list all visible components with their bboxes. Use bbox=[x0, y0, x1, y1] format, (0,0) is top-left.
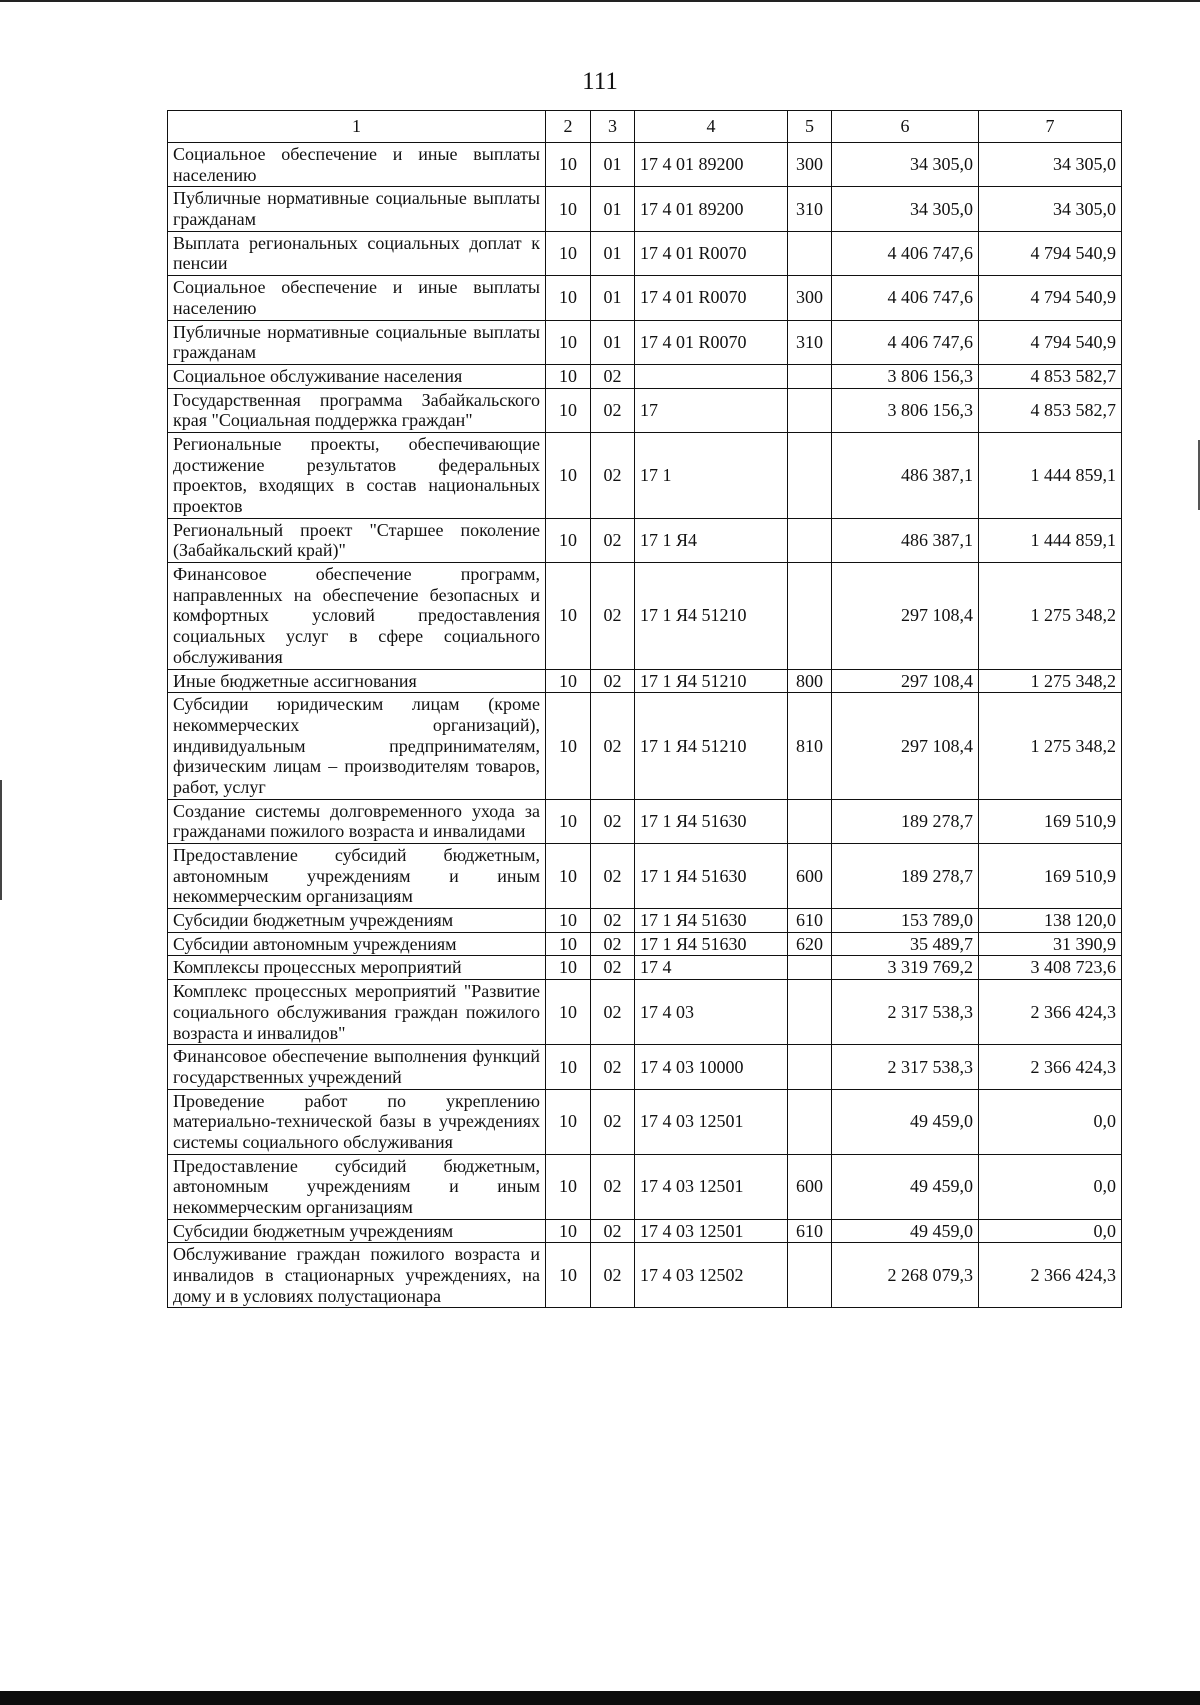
column-header: 2 bbox=[546, 111, 591, 143]
target-code-cell bbox=[635, 364, 788, 388]
table-row bbox=[168, 1219, 1122, 1243]
expense-type-cell bbox=[788, 231, 832, 275]
table-row bbox=[168, 187, 1122, 231]
column-header: 6 bbox=[832, 111, 979, 143]
row-name-cell: Публичные нормативные социальные выплаты гражданам bbox=[168, 187, 546, 231]
row-name-cell: Проведение работ по укреплению материально-технической базы в учреждениях системы социального обслуживания bbox=[168, 1089, 546, 1154]
amount-year2-cell: 4 853 582,7 bbox=[979, 388, 1122, 432]
amount-year1-cell: 49 459,0 bbox=[832, 1154, 979, 1219]
amount-year1-cell: 297 108,4 bbox=[832, 563, 979, 669]
row-name-cell: Социальное обслуживание населения bbox=[168, 364, 546, 388]
target-code-cell: 17 4 01 R0070 bbox=[635, 320, 788, 364]
amount-year1-cell: 297 108,4 bbox=[832, 669, 979, 693]
row-name-cell: Финансовое обеспечение программ, направленных на обеспечение безопасных и комфортных условий предоставления социальных услуг в сфере социального обслуживания bbox=[168, 563, 546, 669]
subsection-cell: 02 bbox=[591, 909, 635, 933]
row-name-cell: Субсидии бюджетным учреждениям bbox=[168, 909, 546, 933]
section-cell: 10 bbox=[546, 980, 591, 1045]
table-row bbox=[168, 669, 1122, 693]
target-code-cell: 17 1 Я4 51630 bbox=[635, 909, 788, 933]
column-header: 7 bbox=[979, 111, 1122, 143]
section-cell: 10 bbox=[546, 799, 591, 843]
expense-type-cell bbox=[788, 432, 832, 518]
table-row bbox=[168, 432, 1122, 518]
table-row bbox=[168, 276, 1122, 320]
amount-year2-cell: 34 305,0 bbox=[979, 187, 1122, 231]
amount-year2-cell: 1 444 859,1 bbox=[979, 518, 1122, 562]
row-name-cell: Социальное обеспечение и иные выплаты населению bbox=[168, 143, 546, 187]
table-row bbox=[168, 364, 1122, 388]
table-row bbox=[168, 518, 1122, 562]
subsection-cell: 02 bbox=[591, 518, 635, 562]
amount-year2-cell: 1 275 348,2 bbox=[979, 693, 1122, 799]
amount-year1-cell: 4 406 747,6 bbox=[832, 320, 979, 364]
expense-type-cell: 600 bbox=[788, 844, 832, 909]
row-name-cell: Комплекс процессных мероприятий "Развитие социального обслуживания граждан пожилого возраста и инвалидов" bbox=[168, 980, 546, 1045]
section-cell: 10 bbox=[546, 518, 591, 562]
amount-year2-cell: 2 366 424,3 bbox=[979, 1045, 1122, 1089]
table-row bbox=[168, 844, 1122, 909]
expense-type-cell bbox=[788, 1243, 832, 1308]
section-cell: 10 bbox=[546, 844, 591, 909]
table-row bbox=[168, 143, 1122, 187]
target-code-cell: 17 1 Я4 51630 bbox=[635, 932, 788, 956]
expense-type-cell bbox=[788, 364, 832, 388]
subsection-cell: 02 bbox=[591, 669, 635, 693]
target-code-cell: 17 1 Я4 51210 bbox=[635, 669, 788, 693]
subsection-cell: 02 bbox=[591, 364, 635, 388]
subsection-cell: 01 bbox=[591, 276, 635, 320]
scan-edge-left bbox=[0, 780, 2, 900]
target-code-cell: 17 4 03 bbox=[635, 980, 788, 1045]
header-row bbox=[168, 111, 1122, 143]
table-row bbox=[168, 231, 1122, 275]
column-header: 3 bbox=[591, 111, 635, 143]
row-name-cell: Финансовое обеспечение выполнения функций государственных учреждений bbox=[168, 1045, 546, 1089]
amount-year1-cell: 297 108,4 bbox=[832, 693, 979, 799]
amount-year1-cell: 35 489,7 bbox=[832, 932, 979, 956]
expense-type-cell bbox=[788, 388, 832, 432]
row-name-cell: Комплексы процессных мероприятий bbox=[168, 956, 546, 980]
row-name-cell: Субсидии юридическим лицам (кроме некоммерческих организаций), индивидуальным предпринимателям, физическим лицам – производителям товаров, работ, услуг bbox=[168, 693, 546, 799]
amount-year2-cell: 169 510,9 bbox=[979, 799, 1122, 843]
target-code-cell: 17 1 Я4 51210 bbox=[635, 563, 788, 669]
table-row bbox=[168, 693, 1122, 799]
section-cell: 10 bbox=[546, 364, 591, 388]
table-row bbox=[168, 563, 1122, 669]
subsection-cell: 02 bbox=[591, 1154, 635, 1219]
section-cell: 10 bbox=[546, 231, 591, 275]
target-code-cell: 17 4 03 12501 bbox=[635, 1154, 788, 1219]
table-row bbox=[168, 980, 1122, 1045]
expense-type-cell: 810 bbox=[788, 693, 832, 799]
amount-year2-cell: 4 794 540,9 bbox=[979, 320, 1122, 364]
target-code-cell: 17 1 Я4 51630 bbox=[635, 844, 788, 909]
amount-year2-cell: 4 853 582,7 bbox=[979, 364, 1122, 388]
row-name-cell: Публичные нормативные социальные выплаты гражданам bbox=[168, 320, 546, 364]
amount-year2-cell: 138 120,0 bbox=[979, 909, 1122, 933]
amount-year2-cell: 1 275 348,2 bbox=[979, 669, 1122, 693]
section-cell: 10 bbox=[546, 909, 591, 933]
row-name-cell: Региональный проект "Старшее поколение (Забайкальский край)" bbox=[168, 518, 546, 562]
target-code-cell: 17 1 bbox=[635, 432, 788, 518]
table-row bbox=[168, 956, 1122, 980]
page-number: 111 bbox=[582, 68, 618, 95]
amount-year1-cell: 34 305,0 bbox=[832, 187, 979, 231]
expense-type-cell: 300 bbox=[788, 143, 832, 187]
amount-year2-cell: 4 794 540,9 bbox=[979, 276, 1122, 320]
expense-type-cell bbox=[788, 799, 832, 843]
target-code-cell: 17 4 03 12501 bbox=[635, 1219, 788, 1243]
expense-type-cell bbox=[788, 1089, 832, 1154]
expense-type-cell: 620 bbox=[788, 932, 832, 956]
section-cell: 10 bbox=[546, 1219, 591, 1243]
row-name-cell: Предоставление субсидий бюджетным, автономным учреждениям и иным некоммерческим организациям bbox=[168, 844, 546, 909]
amount-year1-cell: 2 317 538,3 bbox=[832, 1045, 979, 1089]
amount-year1-cell: 2 317 538,3 bbox=[832, 980, 979, 1045]
expense-type-cell: 610 bbox=[788, 909, 832, 933]
amount-year2-cell: 0,0 bbox=[979, 1154, 1122, 1219]
section-cell: 10 bbox=[546, 669, 591, 693]
subsection-cell: 02 bbox=[591, 1219, 635, 1243]
amount-year1-cell: 189 278,7 bbox=[832, 799, 979, 843]
scan-edge-top bbox=[0, 0, 1200, 2]
table-row bbox=[168, 1089, 1122, 1154]
target-code-cell: 17 4 01 R0070 bbox=[635, 276, 788, 320]
scan-edge-bottom bbox=[0, 1691, 1200, 1705]
subsection-cell: 01 bbox=[591, 187, 635, 231]
amount-year1-cell: 153 789,0 bbox=[832, 909, 979, 933]
expense-type-cell bbox=[788, 956, 832, 980]
column-header: 1 bbox=[168, 111, 546, 143]
target-code-cell: 17 4 03 12501 bbox=[635, 1089, 788, 1154]
amount-year2-cell: 169 510,9 bbox=[979, 844, 1122, 909]
subsection-cell: 02 bbox=[591, 563, 635, 669]
section-cell: 10 bbox=[546, 932, 591, 956]
target-code-cell: 17 4 01 R0070 bbox=[635, 231, 788, 275]
section-cell: 10 bbox=[546, 956, 591, 980]
subsection-cell: 02 bbox=[591, 799, 635, 843]
subsection-cell: 02 bbox=[591, 1243, 635, 1308]
amount-year1-cell: 34 305,0 bbox=[832, 143, 979, 187]
budget-table bbox=[167, 110, 1122, 1308]
amount-year2-cell: 1 444 859,1 bbox=[979, 432, 1122, 518]
table-row bbox=[168, 909, 1122, 933]
subsection-cell: 02 bbox=[591, 432, 635, 518]
table-row bbox=[168, 932, 1122, 956]
amount-year1-cell: 486 387,1 bbox=[832, 518, 979, 562]
row-name-cell: Обслуживание граждан пожилого возраста и инвалидов в стационарных учреждениях, на дому и в условиях полустационара bbox=[168, 1243, 546, 1308]
subsection-cell: 01 bbox=[591, 143, 635, 187]
row-name-cell: Создание системы долговременного ухода за гражданами пожилого возраста и инвалидами bbox=[168, 799, 546, 843]
section-cell: 10 bbox=[546, 693, 591, 799]
amount-year2-cell: 0,0 bbox=[979, 1219, 1122, 1243]
row-name-cell: Иные бюджетные ассигнования bbox=[168, 669, 546, 693]
expense-type-cell: 610 bbox=[788, 1219, 832, 1243]
row-name-cell: Социальное обеспечение и иные выплаты населению bbox=[168, 276, 546, 320]
expense-type-cell bbox=[788, 563, 832, 669]
row-name-cell: Субсидии бюджетным учреждениям bbox=[168, 1219, 546, 1243]
row-name-cell: Субсидии автономным учреждениям bbox=[168, 932, 546, 956]
expense-type-cell: 600 bbox=[788, 1154, 832, 1219]
target-code-cell: 17 4 03 10000 bbox=[635, 1045, 788, 1089]
section-cell: 10 bbox=[546, 1243, 591, 1308]
column-header: 5 bbox=[788, 111, 832, 143]
subsection-cell: 02 bbox=[591, 932, 635, 956]
table-row bbox=[168, 320, 1122, 364]
subsection-cell: 02 bbox=[591, 1089, 635, 1154]
table-row bbox=[168, 799, 1122, 843]
target-code-cell: 17 bbox=[635, 388, 788, 432]
amount-year2-cell: 3 408 723,6 bbox=[979, 956, 1122, 980]
amount-year1-cell: 3 806 156,3 bbox=[832, 388, 979, 432]
target-code-cell: 17 4 03 12502 bbox=[635, 1243, 788, 1308]
amount-year1-cell: 49 459,0 bbox=[832, 1089, 979, 1154]
amount-year2-cell: 2 366 424,3 bbox=[979, 1243, 1122, 1308]
section-cell: 10 bbox=[546, 432, 591, 518]
section-cell: 10 bbox=[546, 1045, 591, 1089]
target-code-cell: 17 1 Я4 51210 bbox=[635, 693, 788, 799]
table-row bbox=[168, 388, 1122, 432]
target-code-cell: 17 4 bbox=[635, 956, 788, 980]
expense-type-cell bbox=[788, 518, 832, 562]
table-row bbox=[168, 1243, 1122, 1308]
subsection-cell: 02 bbox=[591, 388, 635, 432]
row-name-cell: Региональные проекты, обеспечивающие достижение результатов федеральных проектов, входящих в состав национальных проектов bbox=[168, 432, 546, 518]
target-code-cell: 17 1 Я4 51630 bbox=[635, 799, 788, 843]
expense-type-cell: 300 bbox=[788, 276, 832, 320]
expense-type-cell bbox=[788, 1045, 832, 1089]
section-cell: 10 bbox=[546, 1154, 591, 1219]
subsection-cell: 01 bbox=[591, 320, 635, 364]
row-name-cell: Выплата региональных социальных доплат к пенсии bbox=[168, 231, 546, 275]
amount-year2-cell: 0,0 bbox=[979, 1089, 1122, 1154]
section-cell: 10 bbox=[546, 563, 591, 669]
amount-year2-cell: 2 366 424,3 bbox=[979, 980, 1122, 1045]
section-cell: 10 bbox=[546, 276, 591, 320]
section-cell: 10 bbox=[546, 1089, 591, 1154]
section-cell: 10 bbox=[546, 320, 591, 364]
section-cell: 10 bbox=[546, 143, 591, 187]
subsection-cell: 02 bbox=[591, 1045, 635, 1089]
amount-year1-cell: 486 387,1 bbox=[832, 432, 979, 518]
table-row bbox=[168, 1045, 1122, 1089]
amount-year2-cell: 1 275 348,2 bbox=[979, 563, 1122, 669]
column-header: 4 bbox=[635, 111, 788, 143]
amount-year1-cell: 4 406 747,6 bbox=[832, 276, 979, 320]
section-cell: 10 bbox=[546, 388, 591, 432]
table-body bbox=[168, 143, 1122, 1308]
amount-year1-cell: 4 406 747,6 bbox=[832, 231, 979, 275]
amount-year1-cell: 49 459,0 bbox=[832, 1219, 979, 1243]
expense-type-cell bbox=[788, 980, 832, 1045]
target-code-cell: 17 1 Я4 bbox=[635, 518, 788, 562]
subsection-cell: 01 bbox=[591, 231, 635, 275]
row-name-cell: Предоставление субсидий бюджетным, автономным учреждениям и иным некоммерческим организациям bbox=[168, 1154, 546, 1219]
amount-year2-cell: 34 305,0 bbox=[979, 143, 1122, 187]
subsection-cell: 02 bbox=[591, 844, 635, 909]
target-code-cell: 17 4 01 89200 bbox=[635, 187, 788, 231]
amount-year1-cell: 3 319 769,2 bbox=[832, 956, 979, 980]
subsection-cell: 02 bbox=[591, 693, 635, 799]
expense-type-cell: 800 bbox=[788, 669, 832, 693]
amount-year1-cell: 189 278,7 bbox=[832, 844, 979, 909]
row-name-cell: Государственная программа Забайкальского края "Социальная поддержка граждан" bbox=[168, 388, 546, 432]
amount-year2-cell: 4 794 540,9 bbox=[979, 231, 1122, 275]
section-cell: 10 bbox=[546, 187, 591, 231]
amount-year1-cell: 3 806 156,3 bbox=[832, 364, 979, 388]
expense-type-cell: 310 bbox=[788, 320, 832, 364]
amount-year2-cell: 31 390,9 bbox=[979, 932, 1122, 956]
subsection-cell: 02 bbox=[591, 956, 635, 980]
expense-type-cell: 310 bbox=[788, 187, 832, 231]
target-code-cell: 17 4 01 89200 bbox=[635, 143, 788, 187]
subsection-cell: 02 bbox=[591, 980, 635, 1045]
amount-year1-cell: 2 268 079,3 bbox=[832, 1243, 979, 1308]
table-row bbox=[168, 1154, 1122, 1219]
